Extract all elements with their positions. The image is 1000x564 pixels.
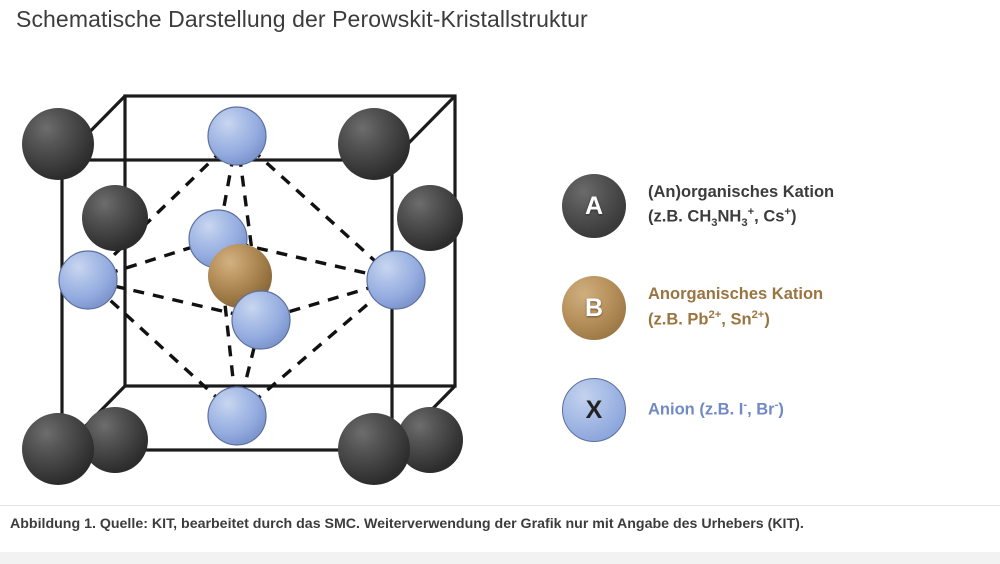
legend-symbol-x: X <box>585 395 603 424</box>
legend-label-a-line2: (z.B. $CH_3NH_3^+$, Cs+) <box>648 206 797 230</box>
legend-label-b-line2: (z.B. $Pb^{2+}$, $Sn^{2+}$) <box>648 309 770 329</box>
legend-label-x <box>648 397 784 422</box>
legend-label-x-line1: Anion (z.B. I-, Br-) <box>648 399 784 419</box>
x-site-anion-front <box>232 291 290 349</box>
a-cation-icon <box>562 174 626 238</box>
legend-label-a-line1: (An)organisches Kation <box>648 182 835 201</box>
figure-caption: Abbildung 1. Quelle: KIT, bearbeitet durch das SMC. Weiterverwendung der Grafik nur mit Angabe des Urhebers (KIT). <box>10 516 804 532</box>
legend-item-a <box>562 170 982 242</box>
legend-label-b-line1: Anorganisches Kation <box>648 285 824 304</box>
bottom-bar <box>0 552 1000 564</box>
caption-divider <box>0 505 1000 506</box>
legend-symbol-a: A <box>584 191 604 220</box>
legend-symbol-b: B <box>584 293 604 322</box>
legend-item-b <box>562 272 982 344</box>
legend-label-b <box>648 283 823 332</box>
page-title: Schematische Darstellung der Perowskit-Kristallstruktur <box>16 6 588 32</box>
b-cation-icon <box>562 276 626 340</box>
legend-item-x <box>562 374 982 446</box>
legend <box>562 170 982 476</box>
legend-label-a <box>648 181 834 232</box>
crystal-structure-figure <box>0 48 520 498</box>
x-anion-icon <box>562 378 626 442</box>
